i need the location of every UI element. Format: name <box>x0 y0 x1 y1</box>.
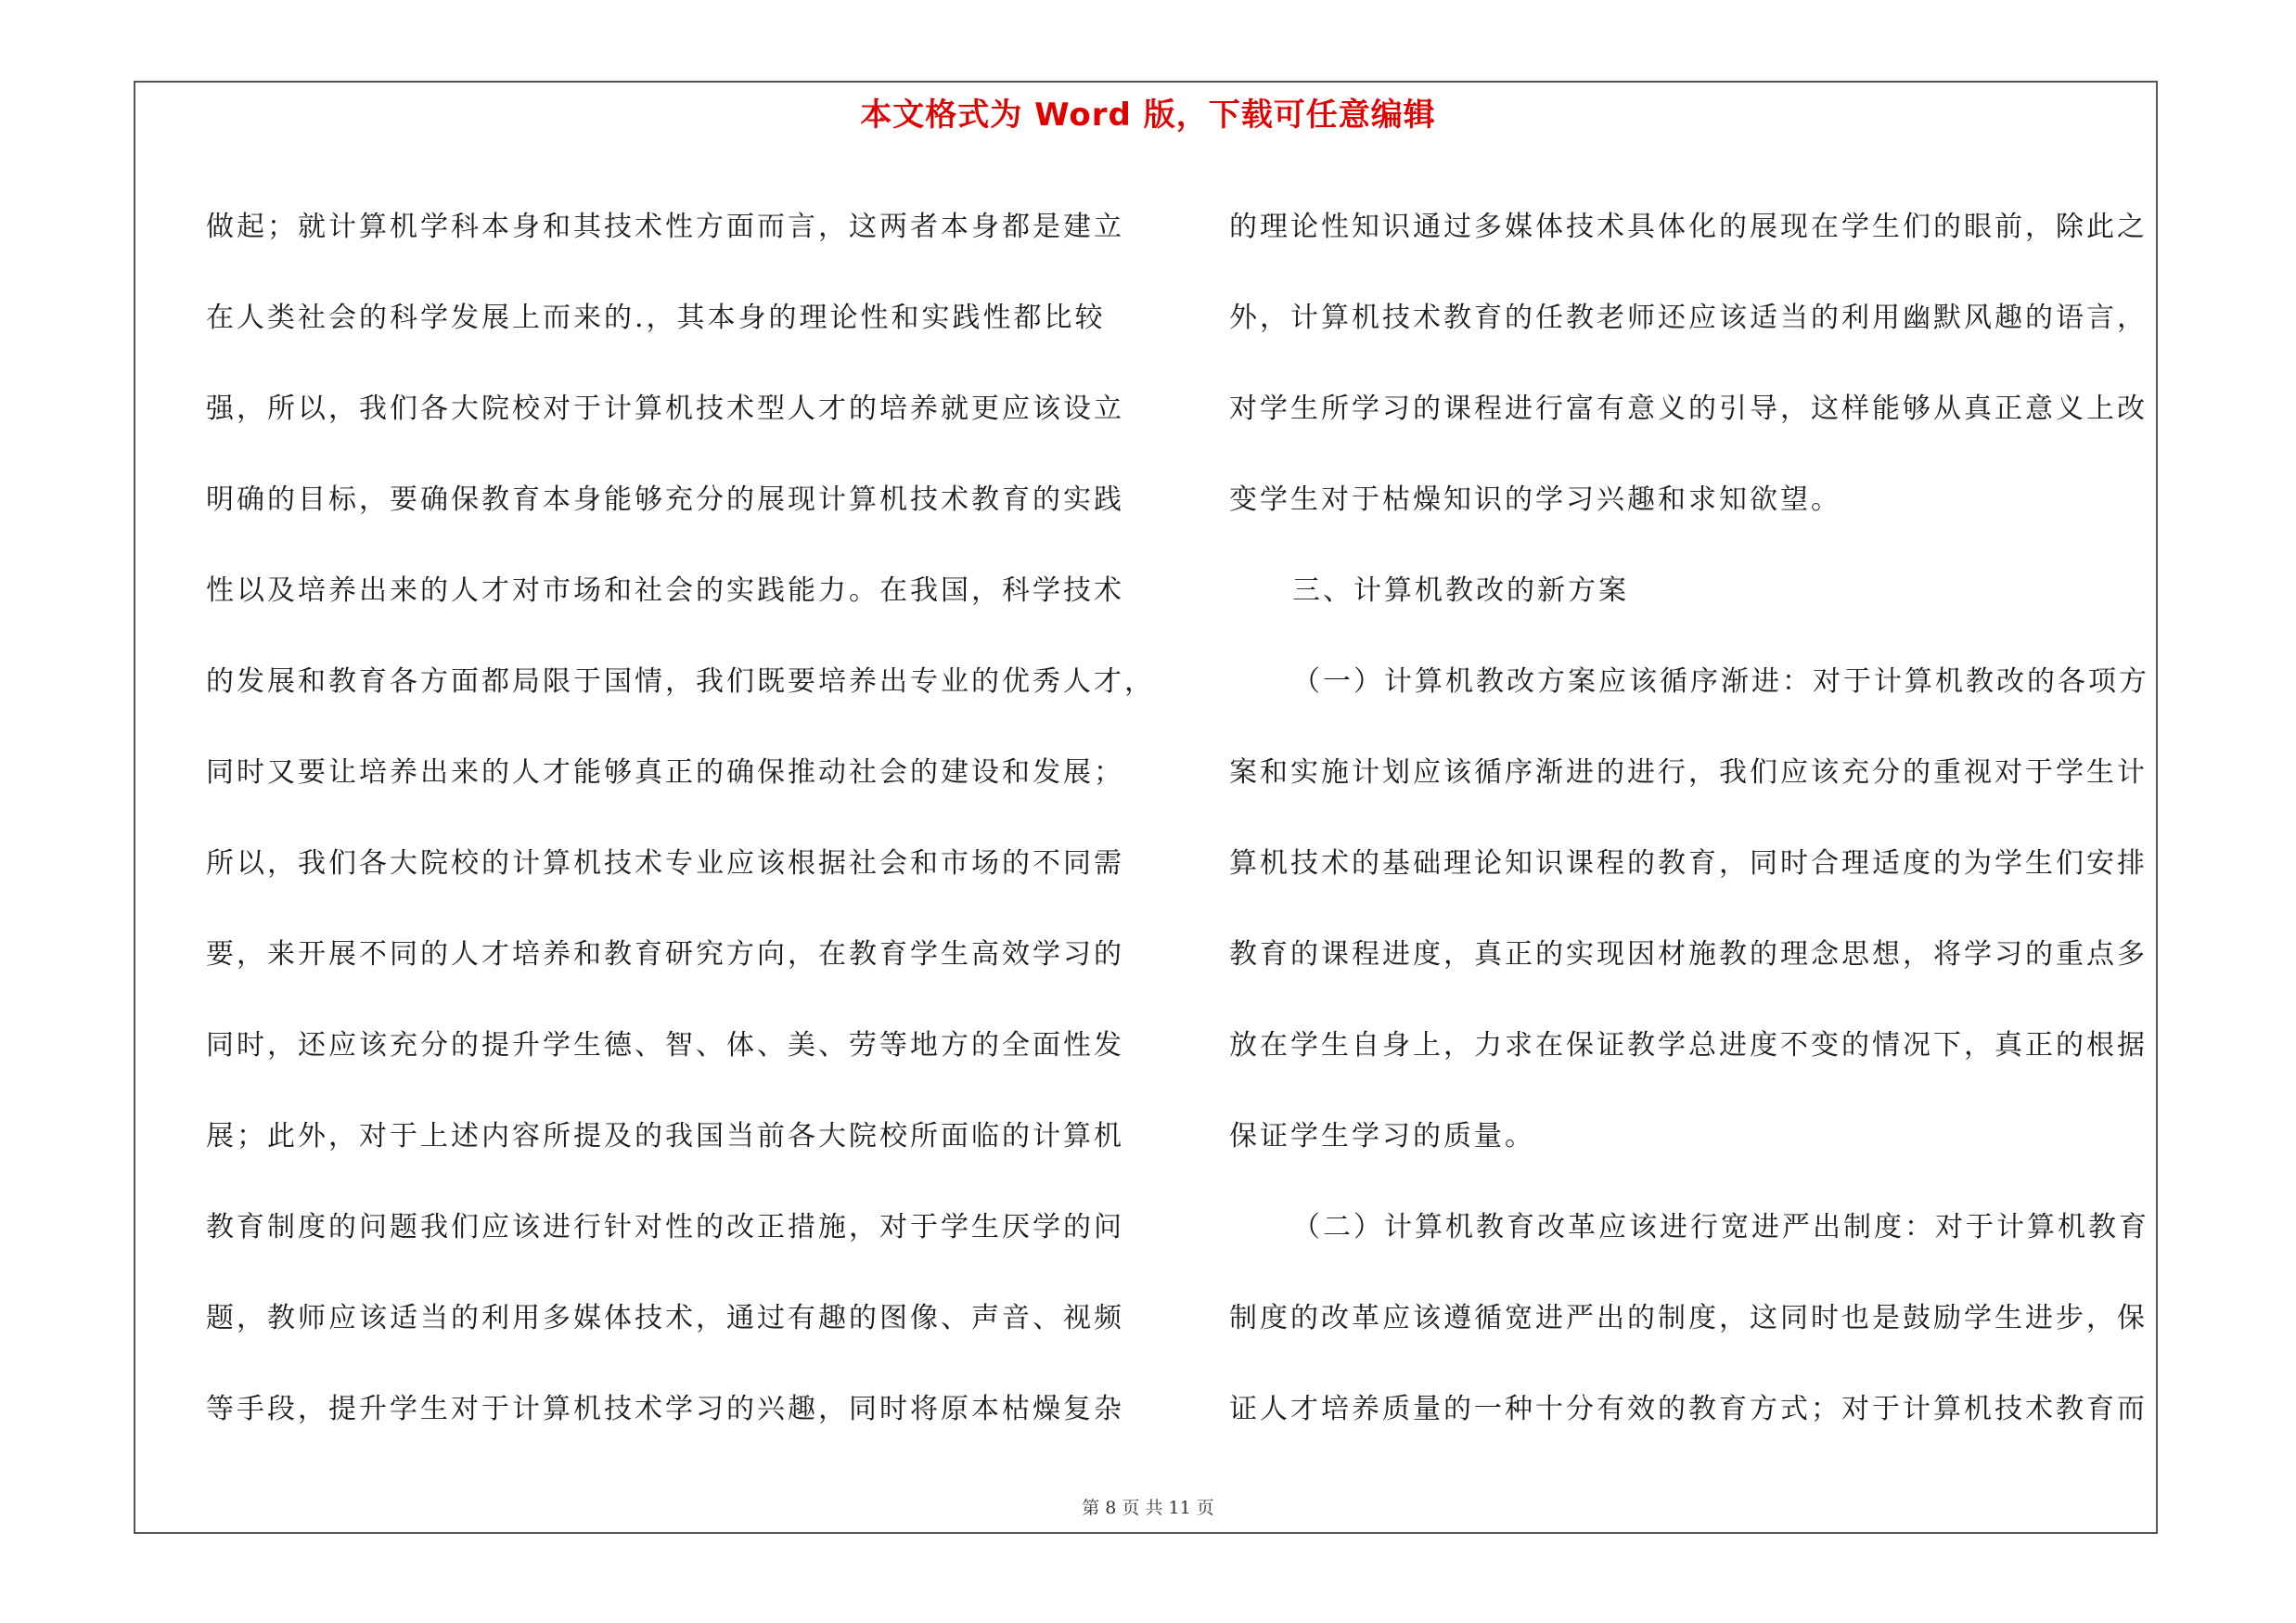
text-line: 证人才培养质量的一种十分有效的教育方式；对于计算机技术教育而 <box>1229 1393 2148 1425</box>
text-line: 的理论性知识通过多媒体技术具体化的展现在学生们的眼前，除此之 <box>1229 211 2148 243</box>
text-line: 做起；就计算机学科本身和其技术性方面而言，这两者本身都是建立 <box>206 211 1124 243</box>
section-heading: 三、计算机教改的新方案 <box>1292 574 1629 607</box>
text-line: 教育的课程进度，真正的实现因材施教的理念思想，将学习的重点多 <box>1229 938 2148 971</box>
text-line: 等手段，提升学生对于计算机技术学习的兴趣，同时将原本枯燥复杂 <box>206 1393 1124 1425</box>
text-line: 放在学生自身上，力求在保证教学总进度不变的情况下，真正的根据 <box>1229 1029 2148 1062</box>
text-line: 展；此外，对于上述内容所提及的我国当前各大院校所面临的计算机 <box>206 1120 1124 1153</box>
text-line: 外，计算机技术教育的任教老师还应该适当的利用幽默风趣的语言， <box>1229 302 2148 334</box>
text-line: 同时，还应该充分的提升学生德、智、体、美、劳等地方的全面性发 <box>206 1029 1124 1062</box>
text-line: 强，所以，我们各大院校对于计算机技术型人才的培养就更应该设立 <box>206 393 1124 425</box>
text-line: 保证学生学习的质量。 <box>1229 1120 1535 1153</box>
text-line: 制度的改革应该遵循宽进严出的制度，这同时也是鼓励学生进步，保 <box>1229 1302 2148 1334</box>
left-text-column <box>206 182 1155 1455</box>
right-text-column <box>1229 182 2148 1455</box>
text-line: 要，来开展不同的人才培养和教育研究方向，在教育学生高效学习的 <box>206 938 1124 971</box>
text-line: 案和实施计划应该循序渐进的进行，我们应该充分的重视对于学生计 <box>1229 756 2148 789</box>
text-line: 在人类社会的科学发展上而来的.，其本身的理论性和实践性都比较 <box>206 302 1106 334</box>
text-line: 同时又要让培养出来的人才能够真正的确保推动社会的建设和发展； <box>206 756 1124 789</box>
text-line: 所以，我们各大院校的计算机技术专业应该根据社会和市场的不同需 <box>206 847 1124 880</box>
text-line: 对学生所学习的课程进行富有意义的引导，这样能够从真正意义上改 <box>1229 393 2148 425</box>
text-line: 明确的目标，要确保教育本身能够充分的展现计算机技术教育的实践 <box>206 483 1124 516</box>
text-line: 变学生对于枯燥知识的学习兴趣和求知欲望。 <box>1229 483 1841 516</box>
subsection-heading-line: （一）计算机教改方案应该循序渐进：对于计算机教改的各项方 <box>1292 665 2149 698</box>
text-line: 算机技术的基础理论知识课程的教育，同时合理适度的为学生们安排 <box>1229 847 2148 880</box>
text-line: 教育制度的问题我们应该进行针对性的改正措施，对于学生厌学的问 <box>206 1211 1124 1243</box>
subsection-heading-line: （二）计算机教育改革应该进行宽进严出制度：对于计算机教育 <box>1292 1211 2149 1243</box>
text-line: 性以及培养出来的人才对市场和社会的实践能力。在我国，科学技术 <box>206 574 1124 607</box>
word-format-banner: 本文格式为 Word 版，下载可任意编辑 <box>860 97 1436 134</box>
text-line: 的发展和教育各方面都局限于国情，我们既要培养出专业的优秀人才， <box>206 665 1155 698</box>
text-line: 题，教师应该适当的利用多媒体技术，通过有趣的图像、声音、视频 <box>206 1302 1124 1334</box>
page-number: 第 8 页 共 11 页 <box>1082 1498 1214 1518</box>
